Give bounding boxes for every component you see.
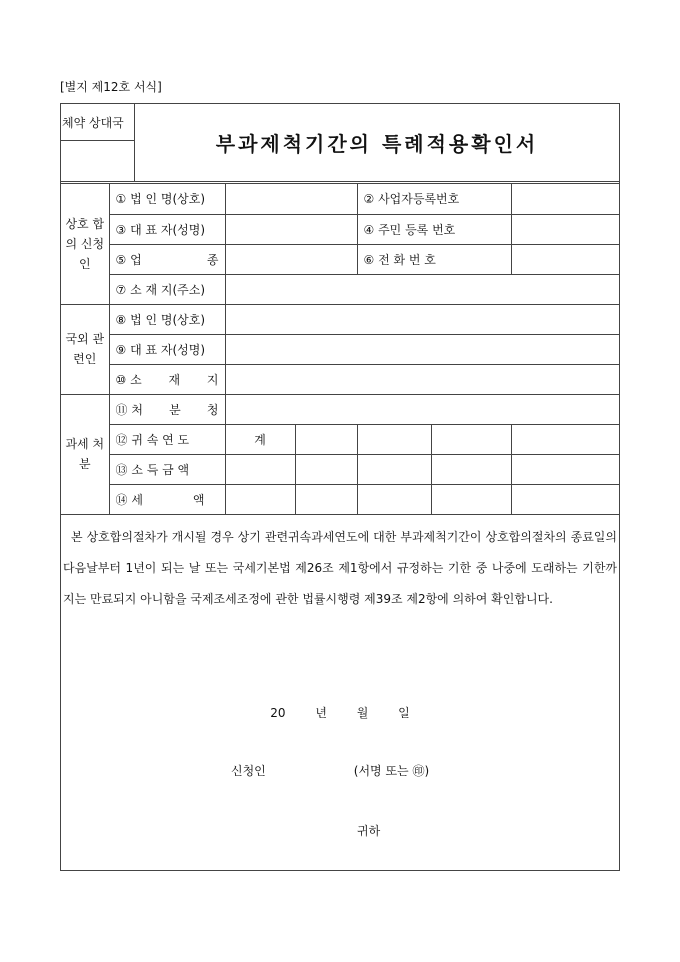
- income-field[interactable]: [295, 454, 357, 484]
- business-type-field[interactable]: [225, 244, 357, 274]
- phone-field[interactable]: [511, 244, 619, 274]
- income-field[interactable]: [431, 454, 511, 484]
- address-field[interactable]: [225, 274, 619, 304]
- foreign-corp-name-field[interactable]: [225, 304, 619, 334]
- tax-field[interactable]: [511, 484, 619, 514]
- label-income: ⑬ 소 득 금 액: [109, 454, 225, 484]
- treaty-country-label: 체약 상대국: [61, 104, 134, 141]
- label-foreign-corp-name: ⑧ 법 인 명(상호): [109, 304, 225, 334]
- foreign-address-field[interactable]: [225, 364, 619, 394]
- confirmation-form: [60, 103, 620, 871]
- signature-line: [231, 762, 429, 779]
- label-resident-no: ④ 주민 등록 번호: [357, 214, 511, 244]
- corp-name-field[interactable]: [225, 184, 357, 214]
- year-field[interactable]: [431, 424, 511, 454]
- label-tax-year: ⑫ 귀 속 연 도: [109, 424, 225, 454]
- tax-field[interactable]: [431, 484, 511, 514]
- income-field[interactable]: [511, 454, 619, 484]
- label-tax-office: ⑪ 처 분 청: [109, 394, 225, 424]
- form-title: 부과제척기간의 특례적용확인서: [215, 132, 539, 156]
- biz-reg-no-field[interactable]: [511, 184, 619, 214]
- label-representative: ③ 대 표 자(성명): [109, 214, 225, 244]
- form-number: [별지 제12호 서식]: [60, 80, 162, 94]
- label-phone: ⑥ 전 화 번 호: [357, 244, 511, 274]
- signature-field[interactable]: (서명 또는 ㊞): [353, 764, 430, 778]
- year-field[interactable]: [511, 424, 619, 454]
- label-address: ⑦ 소 재 지(주소): [109, 274, 225, 304]
- treaty-country: [61, 104, 135, 181]
- year-field[interactable]: [357, 424, 431, 454]
- resident-no-field[interactable]: [511, 214, 619, 244]
- form-table: [61, 184, 619, 515]
- tax-total-field[interactable]: [225, 484, 295, 514]
- label-business-type: ⑤ 업 종: [109, 244, 225, 274]
- addressee: 귀하: [357, 824, 381, 838]
- label-foreign-address: ⑩ 소 재 지: [109, 364, 225, 394]
- tax-field[interactable]: [295, 484, 357, 514]
- date-line: 20 년 월 일: [270, 706, 410, 720]
- foreign-representative-field[interactable]: [225, 334, 619, 364]
- group-applicant: 상호 합의 신청인: [61, 184, 109, 304]
- income-field[interactable]: [357, 454, 431, 484]
- label-tax-amount: ⑭ 세 액: [109, 484, 225, 514]
- treaty-country-field[interactable]: [61, 141, 134, 179]
- tax-field[interactable]: [357, 484, 431, 514]
- income-total-field[interactable]: [225, 454, 295, 484]
- tax-office-field[interactable]: [225, 394, 619, 424]
- form-header: [61, 104, 619, 184]
- statement-text: 본 상호합의절차가 개시될 경우 상기 관련귀속과세연도에 대한 부과제척기간이 상호합의절차의 종료일의 다음날부터 1년이 되는 날 또는 국세기본법 제26조 제1항에서 규정하는 기한 중 나중에 도래하는 기한까지는 만료되지 아니함을 국제조세조정에 관한 법률시행령 제39조 제2항에 의하여 확인합니다.: [63, 530, 617, 606]
- label-biz-reg-no: ② 사업자등록번호: [357, 184, 511, 214]
- label-corp-name: ① 법 인 명(상호): [109, 184, 225, 214]
- group-foreign: 국외 관련인: [61, 304, 109, 394]
- total-label: 계: [225, 424, 295, 454]
- group-tax: 과세 처분: [61, 394, 109, 514]
- label-foreign-representative: ⑨ 대 표 자(성명): [109, 334, 225, 364]
- representative-field[interactable]: [225, 214, 357, 244]
- applicant-label: 신청인: [231, 764, 266, 778]
- year-field[interactable]: [295, 424, 357, 454]
